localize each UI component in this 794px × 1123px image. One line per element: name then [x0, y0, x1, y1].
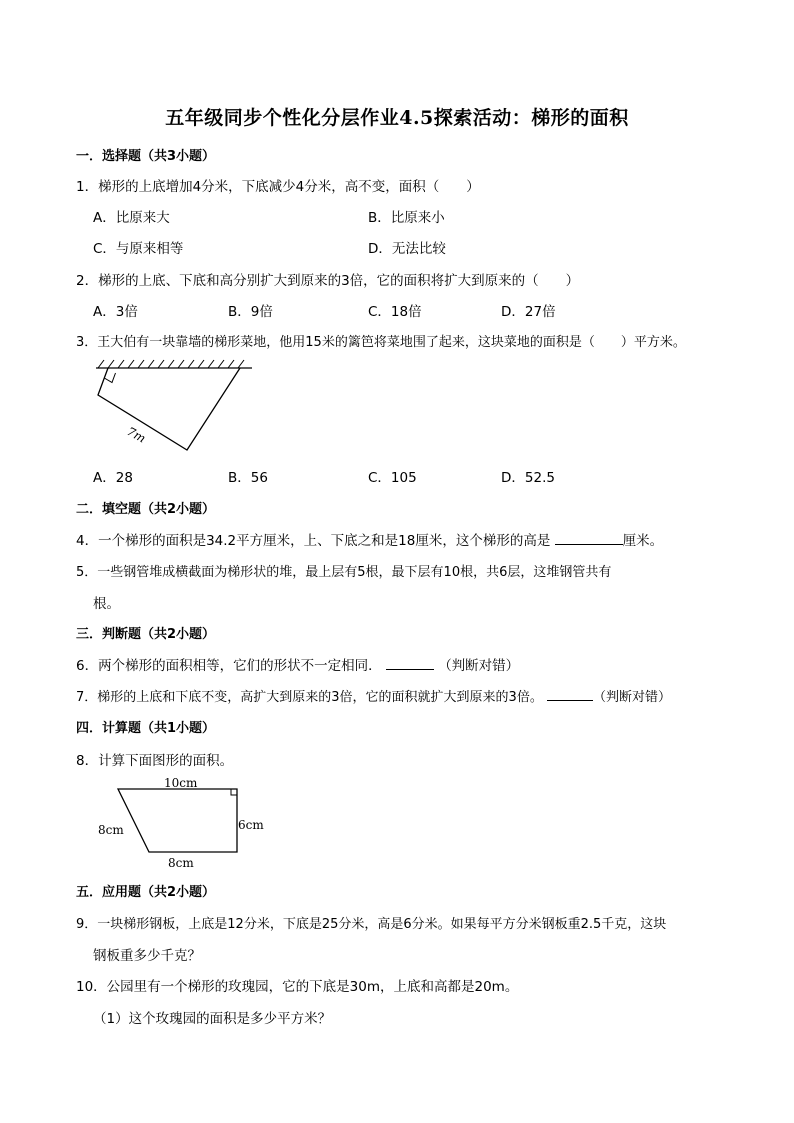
question-10-part-1: （1）这个玫瑰园的面积是多少平方米？	[93, 1011, 332, 1027]
q3-figure-label: 7m	[124, 424, 148, 446]
question-10: 10．公园里有一个梯形的玫瑰园，它的下底是30m，上底和高都是20m。	[76, 979, 519, 995]
q1-option-d: D．无法比较	[368, 241, 446, 257]
section-heading-application: 五．应用题（共2小题）	[76, 885, 216, 900]
question-8: 8．计算下面图形的面积。	[76, 753, 234, 769]
q4-answer-blank[interactable]	[555, 531, 623, 545]
q8-trapezoid-figure	[92, 774, 272, 872]
section-heading-judge: 三．判断题（共2小题）	[76, 627, 216, 642]
section-heading-fill: 二．填空题（共2小题）	[76, 502, 216, 517]
q3-option-d: D．52.5	[501, 470, 555, 486]
question-9: 9．一块梯形钢板，上底是12分米，下底是25分米，高是6分米。如果每平方分米钢板重2.5千克，这块	[76, 917, 667, 932]
q2-option-c: C．18倍	[368, 304, 422, 320]
section-heading-calc: 四．计算题（共1小题）	[76, 721, 216, 736]
q4-text: 4．一个梯形的面积是34.2平方厘米，上、下底之和是18厘米，这个梯形的高是	[76, 533, 551, 549]
question-1: 1．梯形的上底增加4分米，下底减少4分米，高不变，面积（ ）	[76, 179, 480, 195]
q4-unit: 厘米。	[622, 533, 664, 549]
q1-option-b: B．比原来小	[368, 210, 445, 226]
q8-label-right: 6cm	[238, 818, 264, 832]
q7-text: 7．梯形的上底和下底不变，高扩大到原来的3倍，它的面积就扩大到原来的3倍。	[76, 690, 543, 705]
question-7	[76, 686, 671, 705]
question-9-cont: 钢板重多少千克？	[93, 948, 201, 964]
q3-option-c: C．105	[368, 470, 417, 486]
question-6	[76, 654, 519, 674]
q6-text: 6．两个梯形的面积相等，它们的形状不一定相同．	[76, 658, 382, 674]
q8-label-bottom: 8cm	[168, 856, 194, 870]
q8-label-top: 10cm	[164, 776, 198, 790]
question-2: 2．梯形的上底、下底和高分别扩大到原来的3倍，它的面积将扩大到原来的（ ）	[76, 273, 580, 289]
question-5: 5．一些钢管堆成横截面为梯形状的堆，最上层有5根，最下层有10根，共6层，这堆钢管共有	[76, 565, 612, 580]
q6-suffix: （判断对错）	[438, 658, 520, 674]
q2-option-a: A．3倍	[93, 304, 138, 320]
q1-option-c: C．与原来相等	[93, 241, 184, 257]
q3-option-b: B．56	[228, 470, 268, 486]
q7-suffix: （判断对错）	[592, 690, 671, 705]
question-4	[76, 529, 663, 549]
q8-label-left: 8cm	[98, 823, 124, 837]
q6-answer-blank[interactable]	[386, 656, 434, 670]
question-3: 3．王大伯有一块靠墙的梯形菜地，他用15米的篱笆将菜地围了起来，这块菜地的面积是（ ）平方米。	[76, 335, 686, 350]
q7-answer-blank[interactable]	[547, 687, 593, 701]
q2-option-b: B．9倍	[228, 304, 273, 320]
section-heading-choice: 一．选择题（共3小题）	[76, 149, 216, 164]
q2-option-d: D．27倍	[501, 304, 556, 320]
q1-option-a: A．比原来大	[93, 210, 170, 226]
q3-trapezoid-figure	[90, 358, 260, 458]
page-title: 五年级同步个性化分层作业4.5探索活动：梯形的面积	[165, 107, 629, 129]
q3-option-a: A．28	[93, 470, 133, 486]
question-5-cont: 根。	[93, 596, 120, 612]
